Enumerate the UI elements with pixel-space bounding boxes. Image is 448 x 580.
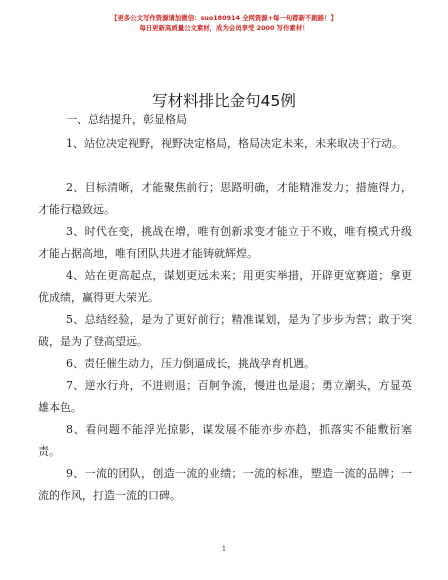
document-title: 写材料排比金句45例 xyxy=(152,92,296,110)
page-number: 1 xyxy=(221,545,227,553)
paragraph-3: 3、时代在变，挑战在增，唯有创新求变才能立于不败，唯有模式升级才能占据高地，唯有团队共进才能铸就辉煌。 xyxy=(38,225,412,260)
promo-banner-line-1: 【更多公文写作资源请加微信：suo180914 全网资源+每一句都新不跑路！】 xyxy=(111,14,337,22)
paragraph-7: 7、逆水行舟，不进则退；百舸争流，慢进也是退；勇立潮头，方显英雄本色。 xyxy=(38,379,412,414)
paragraph-5: 5、总结经验，是为了更好前行；精准谋划，是为了步步为营；敢于突破，是为了登高望远。 xyxy=(38,313,412,348)
paragraph-6: 6、责任催生动力，压力倒逼成长，挑战孕育机遇。 xyxy=(66,357,315,370)
section-heading: 一、总结提升，彰显格局 xyxy=(66,113,187,126)
promo-banner-line-2: 每日更新高质量公文素材，成为会员享受 2000 写作素材！ xyxy=(139,24,309,32)
paragraph-1: 1、站位决定视野，视野决定格局，格局决定未来，未来取决于行动。 xyxy=(66,137,403,150)
paragraph-2: 2、目标清晰，才能聚焦前行；思路明确，才能精准发力；措施得力，才能行稳致远。 xyxy=(38,181,412,216)
paragraph-9: 9、一流的团队，创造一流的业绩；一流的标准，塑造一流的品牌；一流的作风，打造一流的口碑。 xyxy=(38,467,412,502)
paragraph-8: 8、看问题不能浮光掠影，谋发展不能亦步亦趋，抓落实不能敷衍塞责。 xyxy=(38,423,412,458)
paragraph-4: 4、站在更高起点，谋划更远未来；用更实举措，开辟更宽赛道；拿更优成绩，赢得更大荣光。 xyxy=(38,269,412,304)
